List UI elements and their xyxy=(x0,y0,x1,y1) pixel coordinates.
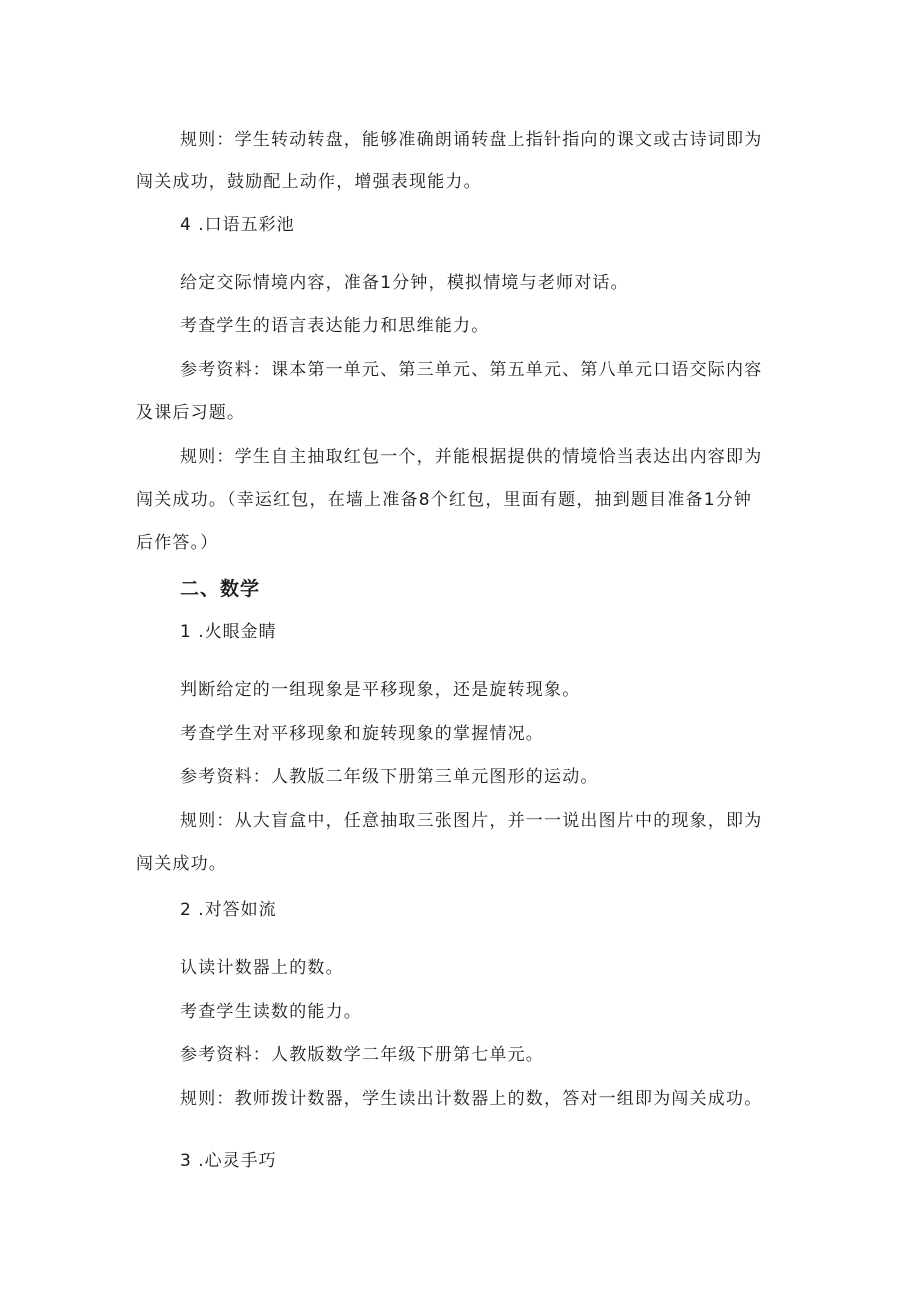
paragraph-line: 认读计数器上的数。 xyxy=(180,958,344,978)
subsection-title: 4 .口语五彩池 xyxy=(180,215,295,235)
rule-paragraph-line: 闯关成功。（幸运红包，在墙上准备8个红包，里面有题，抽到题目准备1分钟 xyxy=(136,490,753,510)
paragraph-line: 考查学生读数的能力。 xyxy=(180,1002,362,1022)
rule-paragraph-line: 闯关成功，鼓励配上动作，增强表现能力。 xyxy=(136,172,482,192)
reference-paragraph-line: 参考资料：人教版数学二年级下册第七单元。 xyxy=(180,1045,544,1065)
reference-paragraph-line: 及课后习题。 xyxy=(136,403,246,423)
paragraph-line: 考查学生的语言表达能力和思维能力。 xyxy=(180,316,490,336)
rule-paragraph-line: 闯关成功。 xyxy=(136,854,227,874)
section-heading: 二、数学 xyxy=(180,578,261,600)
paragraph-line: 给定交际情境内容，准备1分钟，模拟情境与老师对话。 xyxy=(180,273,629,293)
reference-paragraph-line: 参考资料：人教版二年级下册第三单元图形的运动。 xyxy=(180,767,599,787)
reference-paragraph-line: 参考资料：课本第一单元、第三单元、第五单元、第八单元口语交际内容 xyxy=(180,360,763,380)
paragraph-line: 考查学生对平移现象和旋转现象的掌握情况。 xyxy=(180,724,544,744)
rule-paragraph-line: 规则：教师拨计数器，学生读出计数器上的数，答对一组即为闯关成功。 xyxy=(180,1089,763,1109)
subsection-title: 1 .火眼金睛 xyxy=(180,622,277,642)
rule-paragraph-line: 规则：学生转动转盘，能够准确朗诵转盘上指针指向的课文或古诗词即为 xyxy=(180,130,763,150)
paragraph-line: 判断给定的一组现象是平移现象，还是旋转现象。 xyxy=(180,680,581,700)
subsection-title: 2 .对答如流 xyxy=(180,900,277,920)
rule-paragraph-line: 规则：学生自主抽取红包一个，并能根据提供的情境恰当表达出内容即为 xyxy=(180,447,763,467)
subsection-title: 3 .心灵手巧 xyxy=(180,1151,277,1171)
rule-paragraph-line: 规则：从大盲盒中，任意抽取三张图片，并一一说出图片中的现象，即为 xyxy=(180,811,763,831)
rule-paragraph-line: 后作答。） xyxy=(136,533,219,553)
